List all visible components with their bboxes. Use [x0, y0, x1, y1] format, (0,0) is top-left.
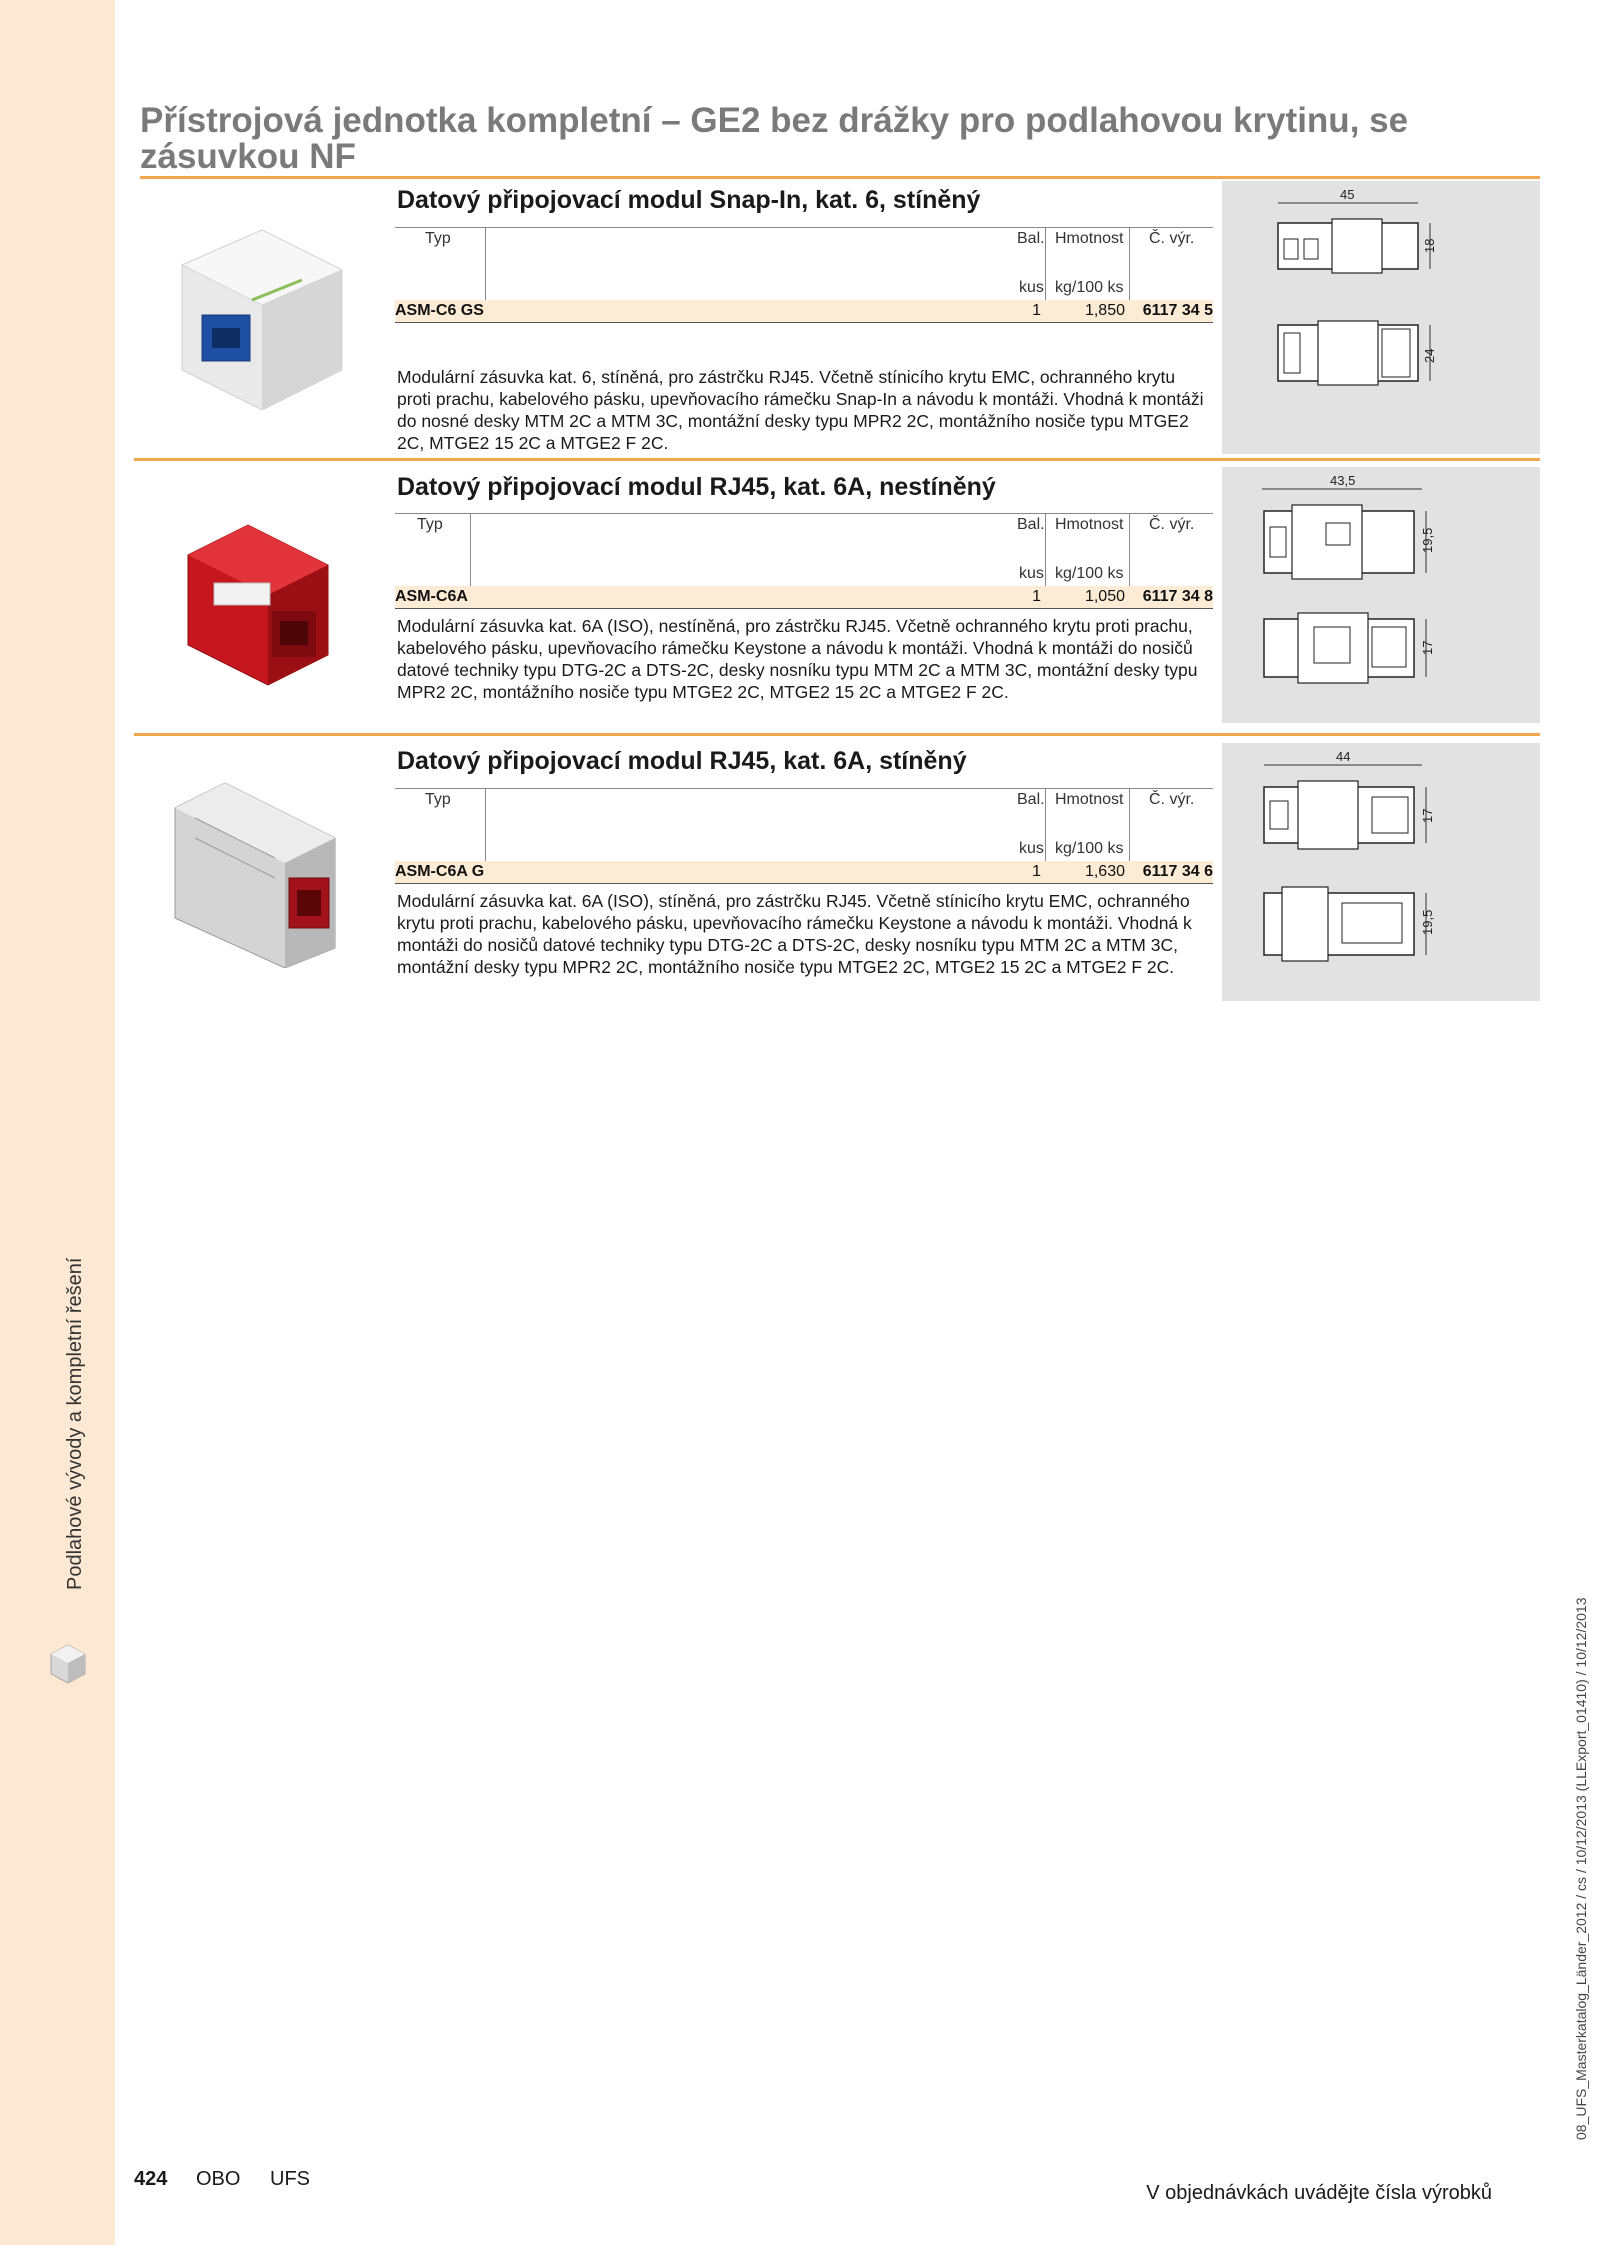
unit-weight: kg/100 ks: [1055, 565, 1124, 582]
cube-icon: [49, 1643, 87, 1685]
brand-label: OBO: [196, 2168, 241, 2190]
section-title: Datový připojovací modul RJ45, kat. 6A, nestíněný: [397, 473, 996, 501]
dim-height-bottom-label: 19,5: [1420, 909, 1435, 935]
product-photo-white-shielded: [152, 210, 352, 410]
product-table: [395, 788, 1213, 884]
type-code: ASM-C6A G: [395, 863, 485, 880]
page-number: 424: [134, 2168, 168, 2190]
unit-bal: kus: [1019, 279, 1044, 296]
bal-value: 1: [1032, 863, 1041, 880]
dim-width-label: 44: [1336, 749, 1351, 764]
division-label: UFS: [270, 2168, 310, 2190]
col-header-catno: Č. výr.: [1149, 230, 1195, 247]
dimension-drawing: [1222, 467, 1540, 723]
catalog-number: 6117 34 6: [1142, 863, 1213, 880]
col-header-type: Typ: [425, 791, 451, 808]
product-table: [395, 513, 1213, 609]
col-header-bal: Bal.: [1017, 791, 1045, 808]
sidebar-category-label: Podlahové vývody a kompletní řešení: [64, 1257, 86, 1590]
unit-weight: kg/100 ks: [1055, 279, 1124, 296]
dim-width-label: 45: [1340, 187, 1355, 202]
table-row: [395, 861, 1213, 883]
bal-value: 1: [1032, 588, 1041, 605]
catalog-number: 6117 34 5: [1142, 302, 1213, 319]
product-description: Modulární zásuvka kat. 6A (ISO), stíněná, pro zástrčku RJ45. Včetně stínicího krytu EMC, ochranného krytu proti prachu, kabelového pásku, upevňovacího rámečku Keystone a návodu k montáži. Vhodná k montáži do nosičů datové techniky typu DTG-2C a DTS-2C, desky nosníku typu MTM 2C a MTM 3C, montážní desky typu MPR2 2C, montážního nosiče typu MTGE2 2C, MTGE2 15 2C a MTGE2 F 2C.: [397, 891, 1192, 977]
dim-height-bottom-label: 17: [1420, 640, 1435, 655]
product-description: Modulární zásuvka kat. 6A (ISO), nestíněná, pro zástrčku RJ45. Včetně ochranného krytu proti prachu, kabelového pásku, upevňovacího rámečku Keystone a návodu k montáži. Vhodná k montáži do nosičů datové techniky typu DTG-2C a DTS-2C, desky nosníku typu MTM 2C a MTM 3C, montážní desky typu MPR2 2C, montážního nosiče typu MTGE2 2C, MTGE2 15 2C a MTGE2 F 2C.: [397, 616, 1198, 702]
col-header-weight: Hmotnost: [1055, 791, 1124, 808]
col-header-type: Typ: [417, 516, 443, 533]
type-code: ASM-C6A: [395, 588, 468, 605]
col-header-bal: Bal.: [1017, 516, 1045, 533]
dimension-drawing: [1222, 743, 1540, 1001]
dim-height-top-label: 18: [1422, 238, 1437, 253]
weight-value: 1,850: [1084, 302, 1125, 319]
catalog-number: 6117 34 8: [1142, 588, 1213, 605]
section-title: Datový připojovací modul RJ45, kat. 6A, stíněný: [397, 747, 967, 775]
col-header-bal: Bal.: [1017, 230, 1045, 247]
order-note: V objednávkách uvádějte čísla výrobků: [1146, 2182, 1492, 2204]
weight-value: 1,050: [1084, 588, 1125, 605]
weight-value: 1,630: [1084, 863, 1125, 880]
dim-width-label: 43,5: [1330, 473, 1356, 488]
type-code: ASM-C6 GS: [395, 302, 484, 319]
sidebar: [0, 0, 115, 2245]
col-header-catno: Č. výr.: [1149, 791, 1195, 808]
table-row: [395, 300, 1213, 322]
dim-height-bottom-label: 24: [1422, 348, 1437, 363]
col-header-type: Typ: [425, 230, 451, 247]
table-row: [395, 586, 1213, 608]
unit-weight: kg/100 ks: [1055, 840, 1124, 857]
product-description: Modulární zásuvka kat. 6, stíněná, pro zástrčku RJ45. Včetně stínicího krytu EMC, ochranného krytu proti prachu, kabelového pásku, upevňovacího rámečku Snap-In a návodu k montáži. Vhodná k montáži do nosné desky MTM 2C a MTM 3C, montážní desky typu MPR2 2C, montážního nosiče typu MTGE2 2C, MTGE2 15 2C a MTGE2 F 2C.: [397, 367, 1204, 453]
dim-height-top-label: 19,5: [1420, 527, 1435, 553]
page-title: Přístrojová jednotka kompletní – GE2 bez drážky pro podlahovou krytinu, se zásuvkou NF: [140, 101, 1409, 176]
col-header-weight: Hmotnost: [1055, 516, 1124, 533]
file-code: 08_UFS_Masterkatalog_Länder_2012 / cs / 10/12/2013 (LLExport_01410) / 10/12/2013: [1573, 1597, 1589, 2140]
dimension-drawing: [1222, 181, 1540, 454]
col-header-weight: Hmotnost: [1055, 230, 1124, 247]
product-photo-metal-shielded: [165, 778, 350, 968]
product-photo-red-unshielded: [178, 515, 348, 690]
unit-bal: kus: [1019, 840, 1044, 857]
unit-bal: kus: [1019, 565, 1044, 582]
title-divider: [140, 176, 1540, 179]
bal-value: 1: [1032, 302, 1041, 319]
section-divider: [134, 733, 1540, 736]
section-title: Datový připojovací modul Snap-In, kat. 6, stíněný: [397, 186, 981, 214]
product-table: [395, 227, 1213, 323]
dim-height-top-label: 17: [1420, 808, 1435, 823]
col-header-catno: Č. výr.: [1149, 516, 1195, 533]
section-divider: [134, 458, 1540, 461]
